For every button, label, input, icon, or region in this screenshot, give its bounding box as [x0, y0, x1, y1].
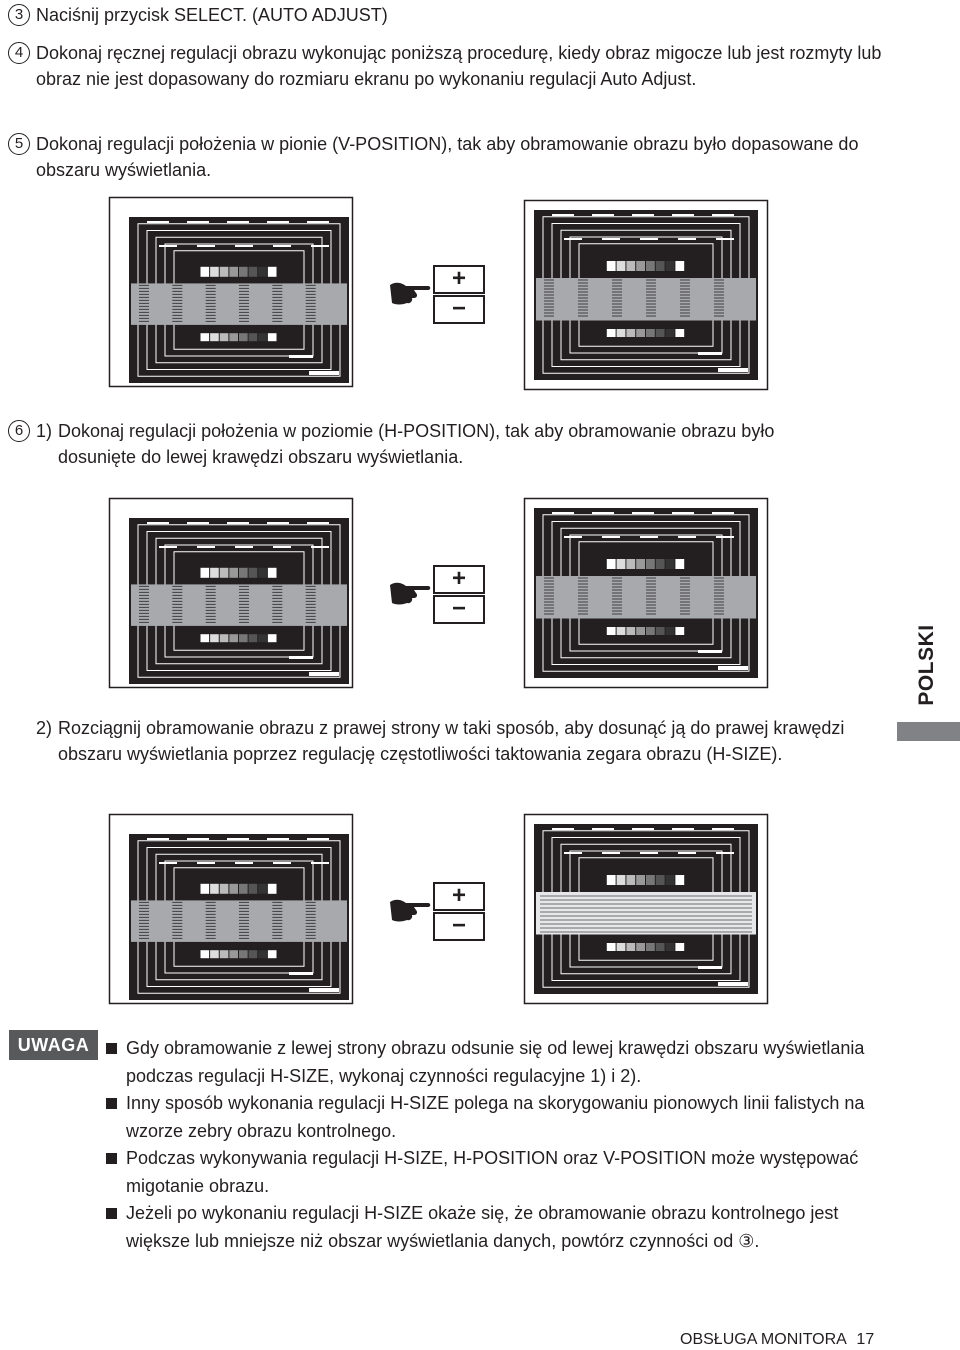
plus-button[interactable]: + [433, 882, 485, 911]
substep-2 [36, 715, 856, 767]
note-item: Inny sposób wykonania regulacji H-SIZE polega na skorygowaniu pionowych linii falistych na wzorze zebry obrazu kontrolnego. [106, 1090, 872, 1145]
monitor-after-h-size [524, 814, 768, 1004]
note-item: Podczas wykonywania regulacji H-SIZE, H-POSITION oraz V-POSITION może występować migotanie obrazu. [106, 1145, 872, 1200]
minus-button[interactable]: − [433, 595, 485, 624]
minus-button[interactable]: − [433, 912, 485, 941]
step-number-4: 4 [8, 42, 30, 64]
plus-button[interactable]: + [433, 265, 485, 294]
monitor-before-h-size [109, 814, 353, 1004]
monitor-before-h-position [109, 498, 353, 688]
plus-button[interactable]: + [433, 565, 485, 594]
adjust-controls-2 [388, 565, 488, 627]
note-badge: UWAGA [9, 1030, 98, 1060]
step-3 [8, 2, 888, 28]
square-bullet-icon [106, 1208, 117, 1219]
footer-page-number: 17 [856, 1331, 875, 1348]
monitor-after-h-position [524, 498, 768, 688]
square-bullet-icon [106, 1043, 117, 1054]
step-5 [8, 131, 888, 183]
pointing-hand-icon [388, 277, 432, 307]
substep-1-label: 1) [36, 421, 53, 441]
substep-1 [36, 418, 856, 470]
page-footer [680, 1330, 874, 1350]
pointing-hand-icon [388, 577, 432, 607]
minus-button[interactable]: − [433, 295, 485, 324]
substep-2-label: 2) [36, 718, 53, 738]
pointing-hand-icon [388, 894, 432, 924]
step-4-text: Dokonaj ręcznej regulacji obrazu wykonując poniższą procedurę, kiedy obraz migocze lub jest rozmyty lub obraz nie jest dopasowany do rozmiaru ekranu po wykonaniu regulacji Auto Adjust. [36, 43, 882, 89]
square-bullet-icon [106, 1098, 117, 1109]
substep-1-text: Dokonaj regulacji położenia w poziomie (H-POSITION), tak aby obramowanie obrazu było dosunięte do lewej krawędzi obszaru wyświetlania. [58, 421, 775, 467]
step-5-text: Dokonaj regulacji położenia w pionie (V-POSITION), tak aby obramowanie obrazu było dopasowane do obszaru wyświetlania. [36, 134, 859, 180]
adjust-controls-1 [388, 265, 488, 327]
substep-2-text: Rozciągnij obramowanie obrazu z prawej strony w taki sposób, aby dosunąć ją do prawej krawędzi obszaru wyświetlania poprzez regulację częstotliwości taktowania zegara obrazu (H-SIZE). [58, 718, 845, 764]
adjust-controls-3 [388, 882, 488, 944]
language-tab-label: POLSKI [915, 624, 938, 706]
note-list [106, 1035, 872, 1255]
note-item: Gdy obramowanie z lewej strony obrazu odsunie się od lewej krawędzi obszaru wyświetlania podczas regulacji H-SIZE, wykonaj czynności regulacyjne 1) i 2). [106, 1035, 872, 1090]
language-tab-bar [897, 722, 960, 741]
footer-section: OBSŁUGA MONITORA [680, 1331, 846, 1348]
step-number-5: 5 [8, 133, 30, 155]
monitor-before-v-position [109, 197, 353, 387]
step-3-text: Naciśnij przycisk SELECT. (AUTO ADJUST) [36, 5, 388, 25]
step-number-6: 6 [8, 420, 30, 442]
monitor-after-v-position [524, 200, 768, 390]
note-item: Jeżeli po wykonaniu regulacji H-SIZE okaże się, że obramowanie obrazu kontrolnego jest większe lub mniejsze niż obszar wyświetlania danych, powtórz czynności od ③. [106, 1200, 872, 1255]
step-number-3: 3 [8, 4, 30, 26]
square-bullet-icon [106, 1153, 117, 1164]
step-4 [8, 40, 888, 92]
